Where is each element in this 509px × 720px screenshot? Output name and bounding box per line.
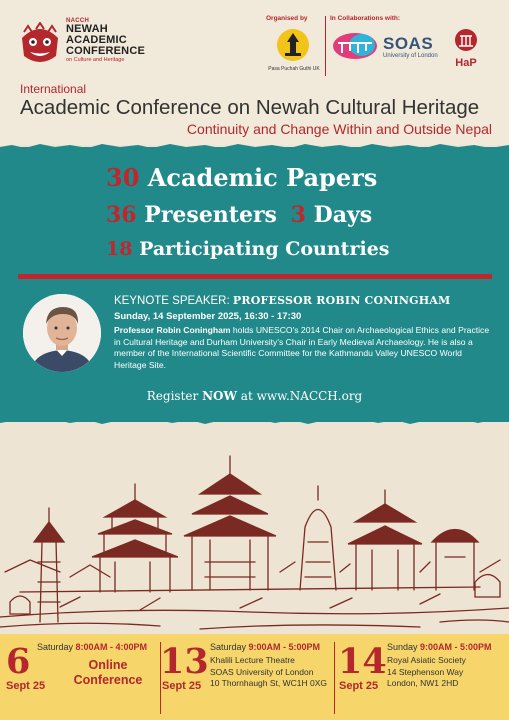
keynote-photo (23, 294, 101, 372)
register-cta[interactable] (0, 389, 509, 403)
stat-countries (106, 238, 389, 260)
soas-subtitle: University of London (383, 53, 438, 59)
divider-rule (18, 274, 492, 279)
time-2: 9:00AM - 5:00PM (248, 642, 321, 652)
venue-3-line-2: 14 Stephenson Way (387, 666, 464, 677)
soas-logo (383, 35, 438, 59)
nepali-script-partner-logo-icon (332, 31, 378, 61)
international-label: International (20, 82, 87, 96)
venue-2-line-2: SOAS University of London (210, 666, 314, 677)
speaker-portrait-icon (23, 294, 101, 372)
register-now: NOW (202, 389, 237, 403)
days-label: Days (313, 202, 373, 228)
hap-label: HaP (455, 57, 477, 69)
countries-label: Participating Countries (139, 238, 390, 260)
date-month-1: Sept 25 (6, 680, 46, 692)
weekday-3: Sunday (387, 642, 421, 652)
register-url[interactable]: at www.NACCH.org (236, 389, 363, 403)
venue-3-line-1: Royal Asiatic Society (387, 655, 466, 665)
conference-subtitle: Continuity and Change Within and Outside Nepal (186, 121, 492, 137)
weekday-2: Saturday (210, 642, 249, 652)
keynote-name: PROFESSOR ROBIN CONINGHAM (232, 294, 451, 307)
online-line-1: Online (88, 658, 128, 672)
brand-line-3: CONFERENCE (66, 45, 146, 57)
brand-block (66, 18, 145, 64)
keynote-prefix: KEYNOTE SPEAKER: (114, 295, 233, 307)
soas-title: SOAS (383, 34, 434, 53)
brand-org: NACCH (66, 18, 90, 24)
venue-3-line-3: London, NW1 2HD (387, 678, 459, 688)
date-month-2: Sept 25 (162, 680, 202, 692)
venue-2-line-3: 10 Thornhaugh St, WC1H 0XG (210, 678, 328, 688)
nacch-mask-logo-icon (18, 22, 62, 66)
presenters-label: Presenters (144, 202, 277, 228)
kathmandu-temple-sketch (0, 422, 509, 634)
torn-edge-top (0, 138, 509, 154)
date-day-1: 6 (6, 641, 31, 682)
keynote-bio-name: Professor Robin Coningham (114, 325, 231, 335)
keynote-date: Sunday, 14 September 2025, 16:30 - 17:30 (114, 311, 302, 322)
presenters-count: 36 (106, 202, 137, 228)
conference-title: Academic Conference on Newah Cultural Heritage (20, 96, 480, 119)
hap-logo-icon (452, 28, 480, 70)
partner-divider (325, 16, 326, 76)
date-weekday-time-3 (387, 642, 492, 652)
register-pre: Register (146, 389, 203, 403)
keynote-heading (114, 294, 450, 307)
date-weekday-time-1 (37, 642, 147, 652)
dates-footer (0, 634, 509, 720)
keynote-bio-text: holds UNESCO's 2014 Chair on Archaeological Ethics and Practice in Cultural Heritage and Durham University's Chair in Early Medieval Archaeology. He is also a member of the International Scientific Committee for the Kathmandu Valley UNESCO World Heritage Site. (114, 325, 490, 370)
online-conference-label (58, 658, 158, 688)
keynote-bio (114, 325, 494, 371)
pasa-puchah-guthi-logo-icon (276, 28, 310, 62)
venue-2-line-1: Khalili Lecture Theatre (210, 655, 295, 665)
date-day-2: 13 (160, 641, 209, 682)
date-day-3: 14 (338, 641, 387, 682)
countries-count: 18 (106, 238, 133, 260)
sketch-skyline (0, 456, 509, 629)
papers-label: Academic Papers (147, 163, 378, 192)
time-3: 9:00AM - 5:00PM (420, 642, 492, 652)
venue-3 (387, 655, 466, 690)
organiser-name: Pasa Puchah Guthi UK (268, 66, 320, 72)
date-month-3: Sept 25 (339, 680, 379, 692)
weekday-1: Saturday (37, 642, 76, 652)
date-weekday-time-2 (210, 642, 320, 652)
time-1: 8:00AM - 4:00PM (75, 642, 148, 652)
brand-line-2: ACADEMIC (66, 34, 127, 46)
header (0, 0, 509, 145)
date-divider-2 (334, 642, 335, 714)
online-line-2: Conference (73, 673, 143, 687)
organised-by-label: Organised by (266, 15, 308, 22)
brand-line-1: NEWAH (66, 23, 108, 35)
days-count: 3 (290, 202, 306, 228)
stat-presenters (106, 202, 372, 228)
venue-2 (210, 655, 327, 690)
stat-papers (106, 163, 377, 192)
collaborations-label: In Collaborations with: (330, 15, 401, 22)
papers-count: 30 (106, 163, 140, 192)
brand-tagline: on Culture and Heritage (66, 57, 125, 63)
